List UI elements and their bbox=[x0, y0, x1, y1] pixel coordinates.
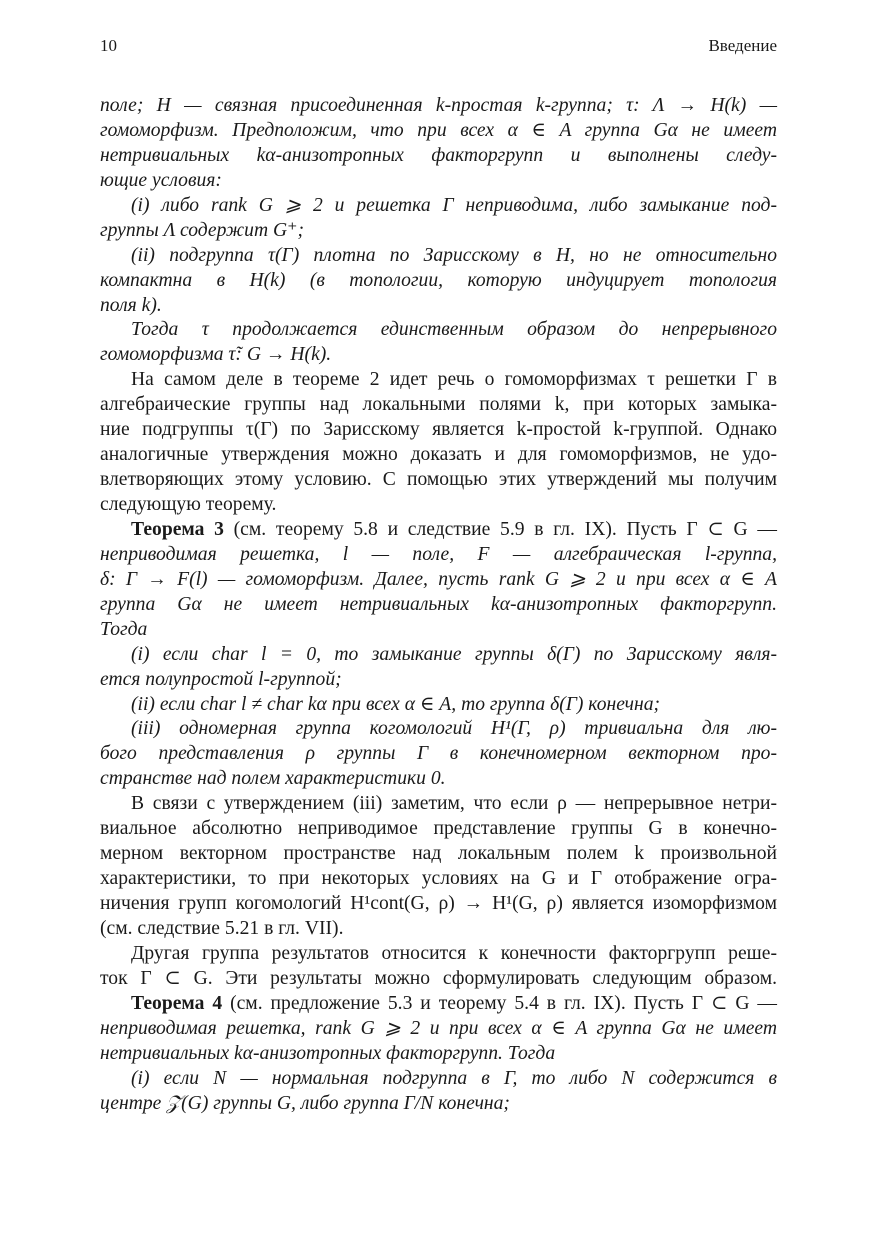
theorem-label: Теорема 4 bbox=[131, 992, 223, 1014]
line-text: (см. следствие 5.21 в гл. VII). bbox=[100, 917, 344, 939]
text-line bbox=[100, 643, 777, 668]
text-line bbox=[100, 568, 777, 593]
line-text: группа Gα не имеет нетривиальных kα-анизотропных факторгрупп. bbox=[100, 593, 777, 615]
line-text: (i) либо rank G ⩾ 2 и решетка Γ неприводима, либо замыкание под- bbox=[131, 194, 777, 216]
line-text: бого представления ρ группы Γ в конечномерном векторном про- bbox=[100, 743, 777, 765]
line-text: (i) если N — нормальная подгруппа в Γ, то либо N содержится в bbox=[131, 1067, 777, 1089]
text-line bbox=[100, 543, 777, 568]
line-text: компактна в H(k) (в топологии, которую индуцирует топология bbox=[100, 269, 777, 291]
line-text: Другая группа результатов относится к конечности факторгрупп реше- bbox=[131, 942, 777, 964]
text-line bbox=[100, 269, 777, 294]
text-line bbox=[100, 94, 777, 119]
text-line bbox=[100, 368, 777, 393]
page-header bbox=[100, 36, 777, 60]
line-text: (ii) если char l ≠ char kα при всех α ∈ A, то группа δ(Γ) конечна; bbox=[131, 693, 661, 715]
line-text: (ii) подгруппа τ(Γ) плотна по Зарисскому в H, но не относительно bbox=[131, 244, 777, 266]
line-text: аналогичные утверждения можно доказать и для гомоморфизмов, не удо- bbox=[100, 444, 777, 466]
line-text: центре 𝒵(G) группы G, либо группа Γ/N конечна; bbox=[100, 1092, 510, 1114]
text-line bbox=[100, 618, 777, 643]
text-line bbox=[100, 917, 777, 942]
text-line bbox=[100, 842, 777, 867]
text-line bbox=[100, 244, 777, 269]
line-text: характеристики, то при некоторых условиях на G и Γ отображение огра- bbox=[100, 868, 777, 890]
text-line bbox=[100, 942, 777, 967]
text-line bbox=[100, 468, 777, 493]
line-text: поле; H — связная присоединенная k-простая k-группа; τ: Λ → H(k) — bbox=[100, 95, 777, 116]
text-line bbox=[100, 493, 777, 518]
text-line bbox=[100, 169, 777, 194]
text-line bbox=[100, 668, 777, 693]
text-line bbox=[100, 1042, 777, 1067]
page-body bbox=[100, 94, 777, 1116]
text-line bbox=[100, 518, 777, 543]
theorem-label: Теорема 3 bbox=[131, 518, 224, 540]
text-line bbox=[100, 967, 777, 992]
text-line bbox=[100, 892, 777, 917]
line-text: алгебраические группы над локальными полями k, при которых замыка- bbox=[100, 394, 777, 416]
line-text: виальное абсолютно неприводимое представление группы G в конечно- bbox=[100, 818, 777, 840]
text-line bbox=[100, 393, 777, 418]
text-line bbox=[100, 119, 777, 144]
text-line bbox=[100, 817, 777, 842]
running-title: Введение bbox=[708, 36, 777, 55]
line-text: (см. предложение 5.3 и теорему 5.4 в гл. IX). Пусть Γ ⊂ G — bbox=[222, 992, 777, 1014]
line-text: следующую теорему. bbox=[100, 494, 277, 515]
text-line bbox=[100, 867, 777, 892]
line-text: мерном векторном пространстве над локальным полем k произвольной bbox=[100, 843, 777, 865]
line-text: В связи с утверждением (iii) заметим, что если ρ — непрерывное нетри- bbox=[131, 793, 777, 815]
line-text: нетривиальных kα-анизотропных факторгрупп и выполнены следу- bbox=[100, 144, 777, 166]
text-line bbox=[100, 717, 777, 742]
line-text: ничения групп когомологий H¹cont(G, ρ) → H¹(G, ρ) является изоморфизмом bbox=[100, 893, 777, 914]
line-text: гомоморфизм. Предположим, что при всех α ∈ A группа Gα не имеет bbox=[100, 119, 777, 141]
text-line bbox=[100, 593, 777, 618]
text-line bbox=[100, 792, 777, 817]
line-text: ющие условия: bbox=[100, 169, 222, 191]
text-line bbox=[100, 1067, 777, 1092]
line-text: Тогда τ продолжается единственным образом до непрерывного bbox=[131, 319, 777, 341]
line-text: нетривиальных kα-анизотропных факторгрупп. Тогда bbox=[100, 1042, 556, 1064]
text-line bbox=[100, 742, 777, 767]
text-line bbox=[100, 219, 777, 244]
text-line bbox=[100, 418, 777, 443]
line-text: (i) если char l = 0, то замыкание группы δ(Γ) по Зарисскому явля- bbox=[131, 643, 777, 665]
text-line bbox=[100, 1017, 777, 1042]
line-text: ние подгруппы τ(Γ) по Зарисскому является k-простой k-группой. Однако bbox=[100, 419, 777, 441]
line-text: (iii) одномерная группа когомологий H¹(Γ, ρ) тривиальна для лю- bbox=[131, 718, 777, 740]
line-text: ток Γ ⊂ G. Эти результаты можно сформулировать следующим образом. bbox=[100, 967, 777, 989]
text-line bbox=[100, 992, 777, 1017]
page-number: 10 bbox=[100, 36, 117, 55]
line-text: (см. теорему 5.8 и следствие 5.9 в гл. IX). Пусть Γ ⊂ G — bbox=[223, 518, 777, 540]
line-text: ется полупростой l-группой; bbox=[100, 668, 342, 690]
text-line bbox=[100, 443, 777, 468]
text-line bbox=[100, 318, 777, 343]
text-line bbox=[100, 767, 777, 792]
line-text: неприводимая решетка, rank G ⩾ 2 и при всех α ∈ A группа Gα не имеет bbox=[100, 1017, 777, 1039]
text-line bbox=[100, 343, 777, 368]
text-line bbox=[100, 144, 777, 169]
line-text: Тогда bbox=[100, 618, 148, 640]
line-text: неприводимая решетка, l — поле, F — алгебраическая l-группа, bbox=[100, 543, 777, 565]
line-text: поля k). bbox=[100, 294, 162, 316]
line-text: влетворяющих этому условию. С помощью этих утверждений мы получим bbox=[100, 469, 777, 491]
line-text: группы Λ содержит G⁺; bbox=[100, 219, 305, 241]
text-line bbox=[100, 693, 777, 718]
text-line bbox=[100, 1092, 777, 1117]
line-text: δ: Γ → F(l) — гомоморфизм. Далее, пусть rank G ⩾ 2 и при всех α ∈ A bbox=[100, 568, 777, 590]
line-text: гомоморфизма τ̃: G → H(k). bbox=[100, 344, 332, 366]
text-line bbox=[100, 194, 777, 219]
line-text: На самом деле в теореме 2 идет речь о гомоморфизмах τ решетки Γ в bbox=[131, 369, 777, 391]
line-text: странстве над полем характеристики 0. bbox=[100, 768, 446, 790]
text-line bbox=[100, 294, 777, 319]
